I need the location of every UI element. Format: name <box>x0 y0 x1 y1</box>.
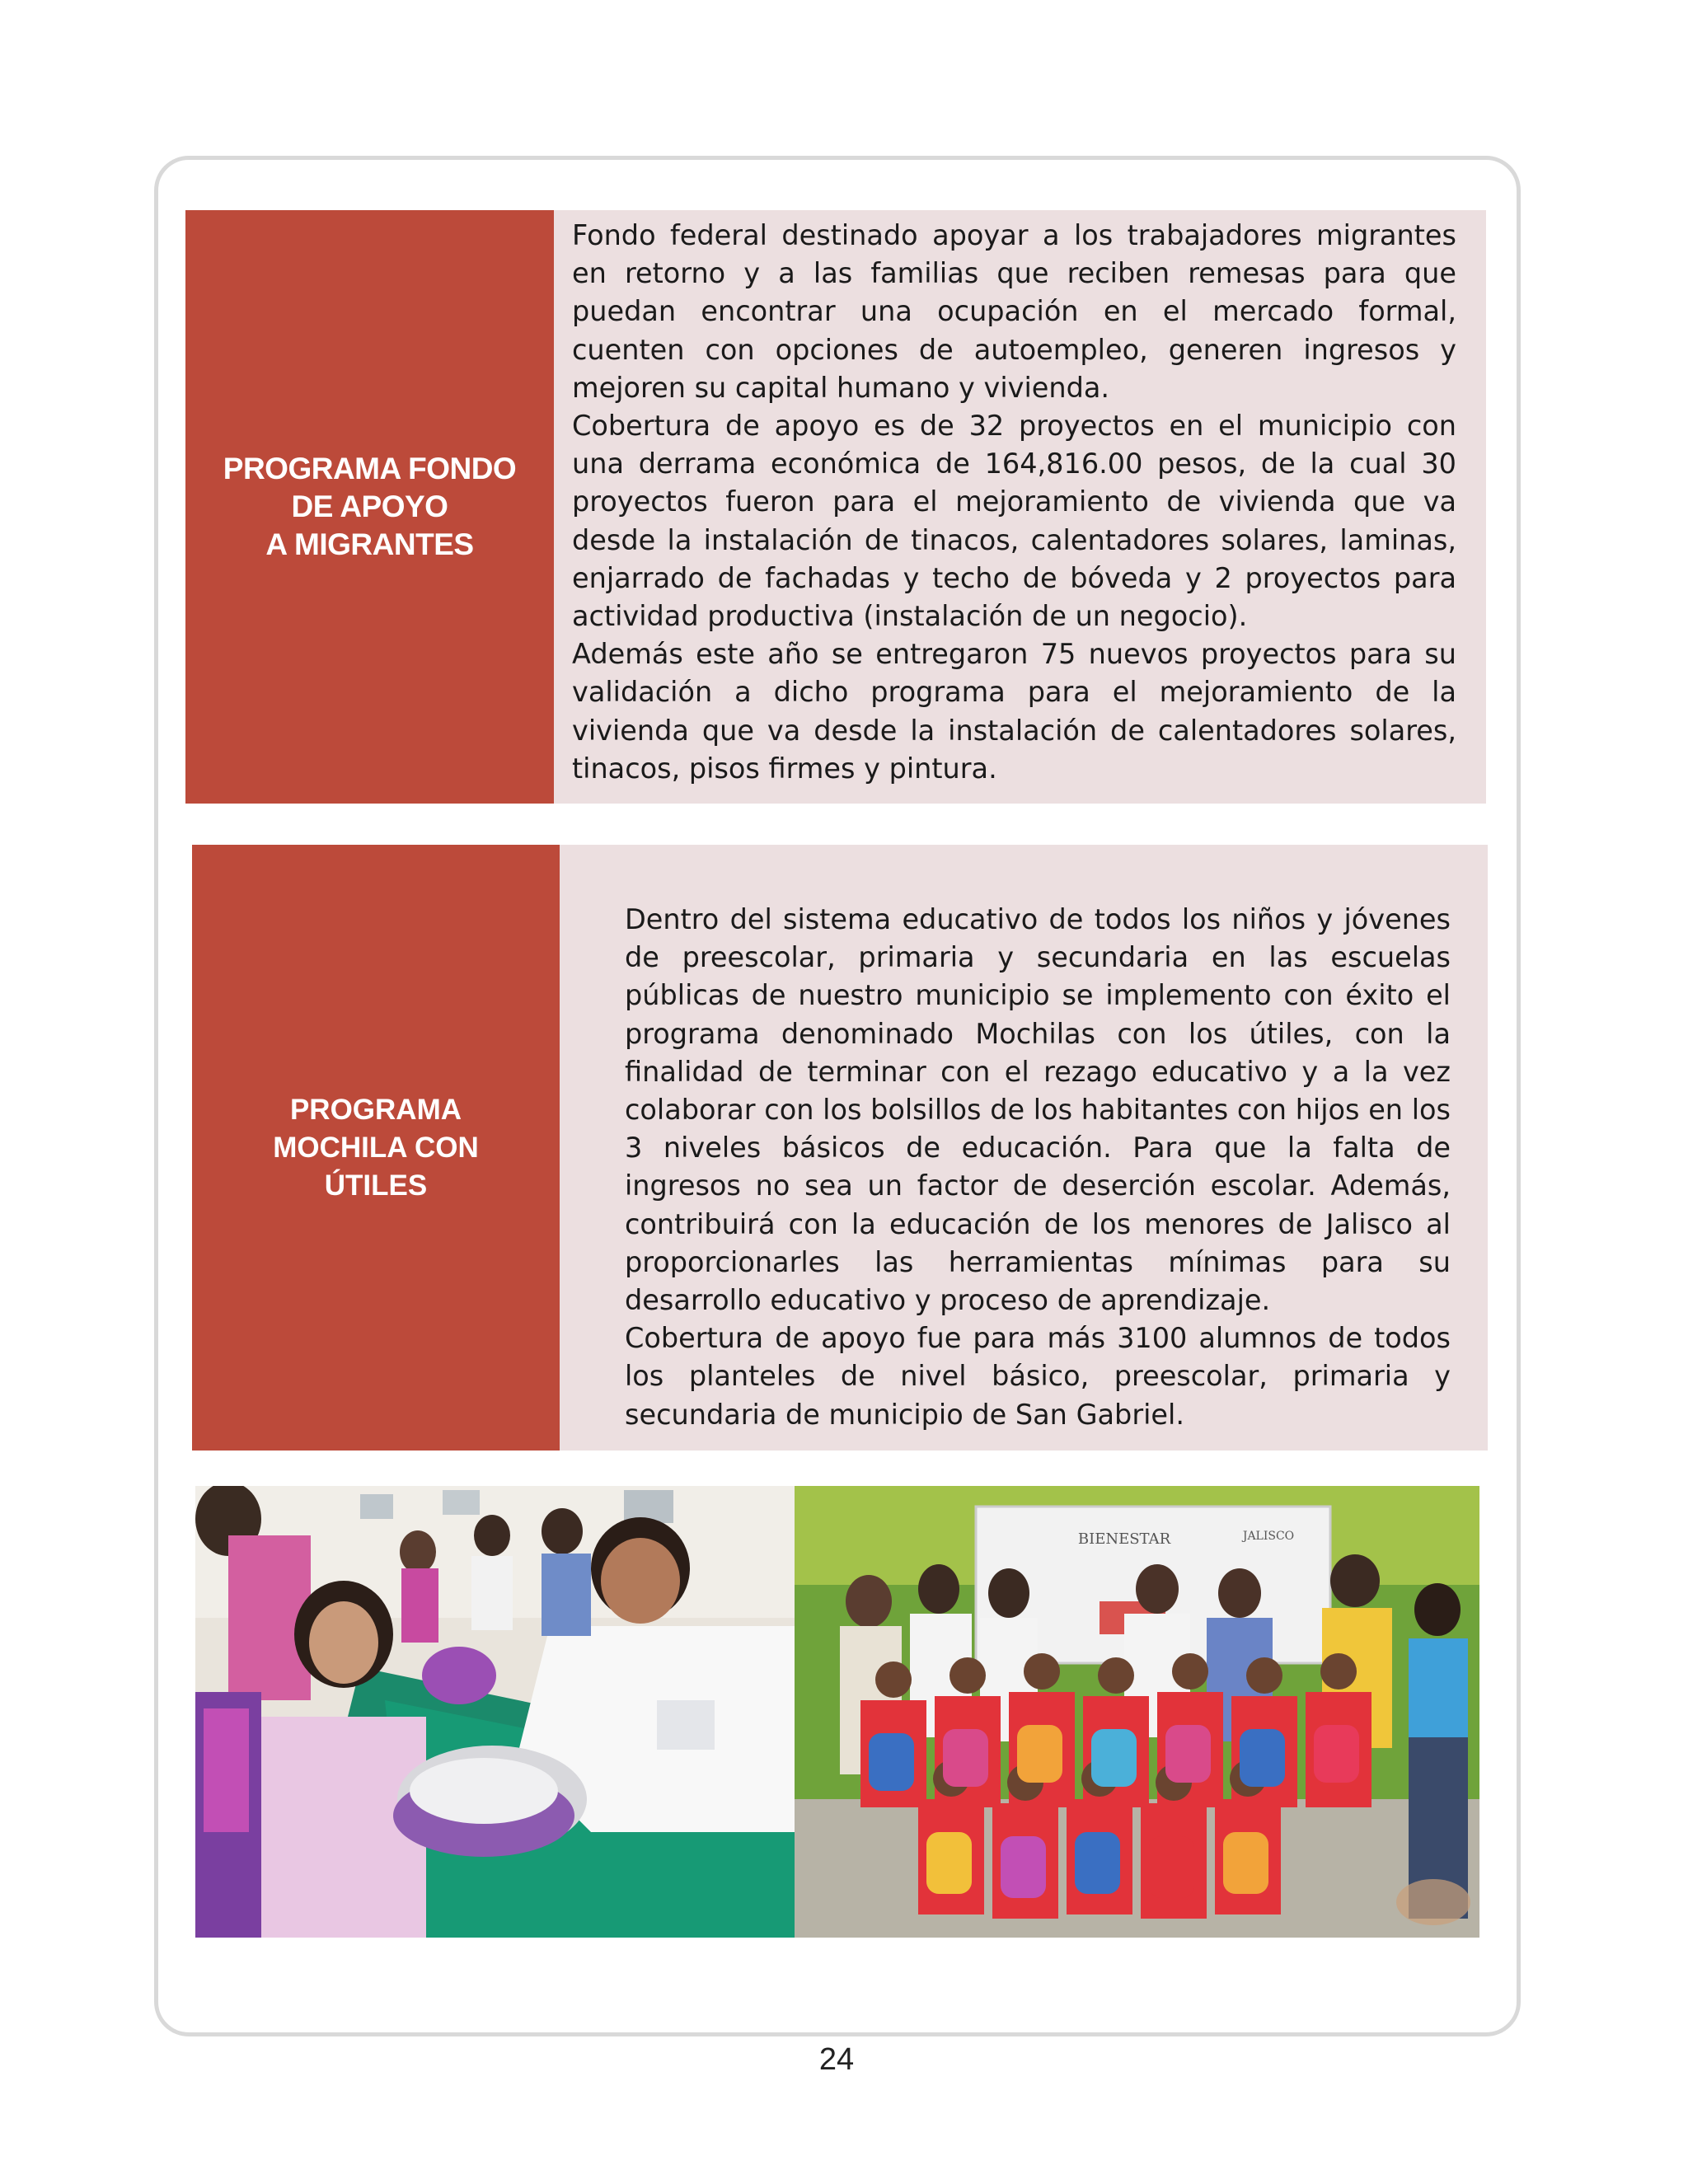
description-paragraph: Cobertura de apoyo fue para más 3100 alumnos de todos los planteles de nivel básico, preescolar, primaria y secundaria de municipio de San Gabriel. <box>625 1322 1451 1431</box>
page-number: 24 <box>818 2042 855 2077</box>
program-label <box>185 210 554 804</box>
description-paragraph: Cobertura de apoyo es de 32 proyectos en el municipio con una derrama económica de 164,816.00 pesos, de la cual 30 proyectos fueron para el mejoramiento de vivienda que va desde la instalación de tinacos, calentadores solares, laminas, enjarrado de fachadas y techo de bóveda y 2 proyectos para actividad productiva (instalación de un negocio). <box>572 410 1456 633</box>
banner-title: BIENESTAR <box>1077 1530 1171 1548</box>
program-section-mochila <box>192 845 1488 1451</box>
program-label-line: MOCHILA CON <box>273 1131 479 1164</box>
program-description <box>554 210 1486 804</box>
description-paragraph: Dentro del sistema educativo de todos los niños y jóvenes de preescolar, primaria y secundaria en las escuelas públicas de nuestro municipio se implemento con éxito el programa denominado Mochilas con los útiles, con la finalidad de terminar con el rezago educativo y a la vez colaborar con los bolsillos de los habitantes con hijos en los 3 niveles básicos de educación. Para que la falta de ingresos no sea un factor de deserción escolar. Además, contribuirá con la educación de los menores de Jalisco al proporcionarles las herramientas mínimas para su desarrollo educativo y proceso de aprendizaje. <box>625 903 1451 1317</box>
photo-strip <box>195 1486 1479 1938</box>
program-label-line: PROGRAMA <box>289 1093 462 1126</box>
banner-brand: JALISCO <box>1242 1530 1295 1543</box>
photo-backpack-delivery-image <box>195 1486 795 1938</box>
program-description <box>560 845 1488 1451</box>
photo-group-children <box>795 1486 1479 1938</box>
program-label-line: DE APOYO <box>291 490 448 523</box>
program-section-migrantes <box>185 210 1486 804</box>
program-label-line: A MIGRANTES <box>265 527 474 561</box>
photo-backpack-delivery <box>195 1486 795 1938</box>
program-label-line: ÚTILES <box>324 1169 428 1202</box>
photo-group-children-image <box>795 1486 1479 1938</box>
description-paragraph: Además este año se entregaron 75 nuevos proyectos para su validación a dicho programa para el mejoramiento de la vivienda que va desde la instalación de calentadores solares, tinacos, pisos firmes y pintura. <box>572 638 1456 785</box>
program-label <box>192 845 560 1451</box>
program-label-line: PROGRAMA FONDO <box>223 452 517 485</box>
description-paragraph: Fondo federal destinado apoyar a los trabajadores migrantes en retorno y a las familias que reciben remesas para que puedan encontrar una ocupación en el mercado formal, cuenten con opciones de autoempleo, generen ingresos y mejoren su capital humano y vivienda. <box>572 219 1456 404</box>
